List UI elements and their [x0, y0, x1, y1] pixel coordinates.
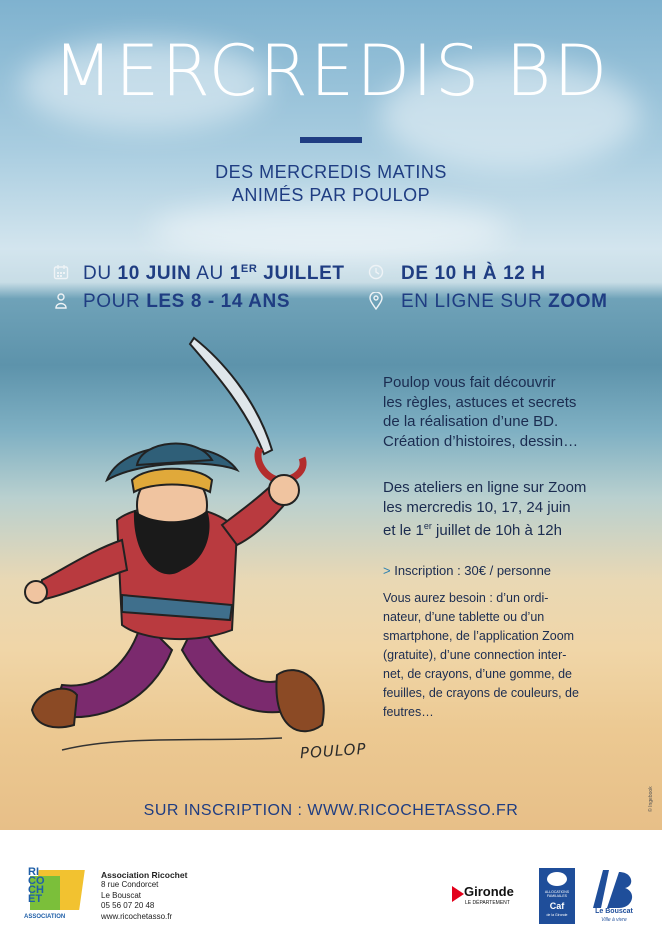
image-credit: © Ingebook — [648, 786, 654, 812]
description-schedule: Des ateliers en ligne sur Zoom les mercredis 10, 17, 24 juin et le 1er juillet de 10h à 12h — [383, 479, 587, 539]
place-info: EN LIGNE SUR ZOOM — [401, 291, 608, 312]
bouscat-emblem-icon — [589, 868, 639, 910]
title-divider — [300, 137, 362, 143]
requirements-text: Vous aurez besoin : d’un ordi- nateur, d’une tablette ou d’un smartphone, de l’application Zoom (gratuite), d’une connection inter- net, de crayons, d’une gomme, de feuilles, de crayons de couleurs, de feutres… — [383, 591, 579, 719]
footer-bar — [0, 830, 662, 936]
caf-logo: ALLOCATIONS FAMILIALES Caf de la Gironde — [539, 868, 575, 924]
subtitle — [0, 161, 662, 207]
clock-icon — [368, 264, 384, 280]
inscription-price: > Inscription : 30€ / personne — [383, 563, 552, 578]
association-contact: Association Ricochet 8 rue Condorcet Le Bouscat 05 56 07 20 48 www.ricochetasso.fr — [101, 870, 188, 921]
pirate-illustration — [22, 330, 382, 780]
description-intro: Poulop vous fait découvrir les règles, astuces et secrets de la réalisation d’une BD. Création d’histoires, dessin… — [383, 374, 579, 450]
dates-info: DU 10 JUIN AU 1ER JUILLET — [83, 263, 345, 284]
age-info: POUR LES 8 - 14 ANS — [83, 291, 291, 312]
person-icon — [53, 293, 69, 309]
artist-signature: POULOP — [299, 739, 368, 763]
le-bouscat-logo: Le Bouscat Ville à vivre — [589, 868, 639, 926]
subtitle-line: DES MERCREDIS MATINS — [215, 162, 447, 182]
gironde-logo: Gironde LE DÉPARTEMENT — [452, 884, 524, 914]
page-title: MERCREDIS BD — [52, 30, 610, 112]
calendar-icon — [53, 264, 69, 280]
subtitle-line: ANIMÉS PAR POULOP — [231, 185, 431, 205]
time-info: DE 10 H À 12 H — [401, 263, 546, 284]
location-pin-icon — [368, 292, 384, 308]
ricochet-logo: RI CO CH ET ASSOCIATION — [22, 864, 90, 924]
registration-url[interactable]: SUR INSCRIPTION : WWW.RICOCHETASSO.FR — [143, 802, 519, 819]
